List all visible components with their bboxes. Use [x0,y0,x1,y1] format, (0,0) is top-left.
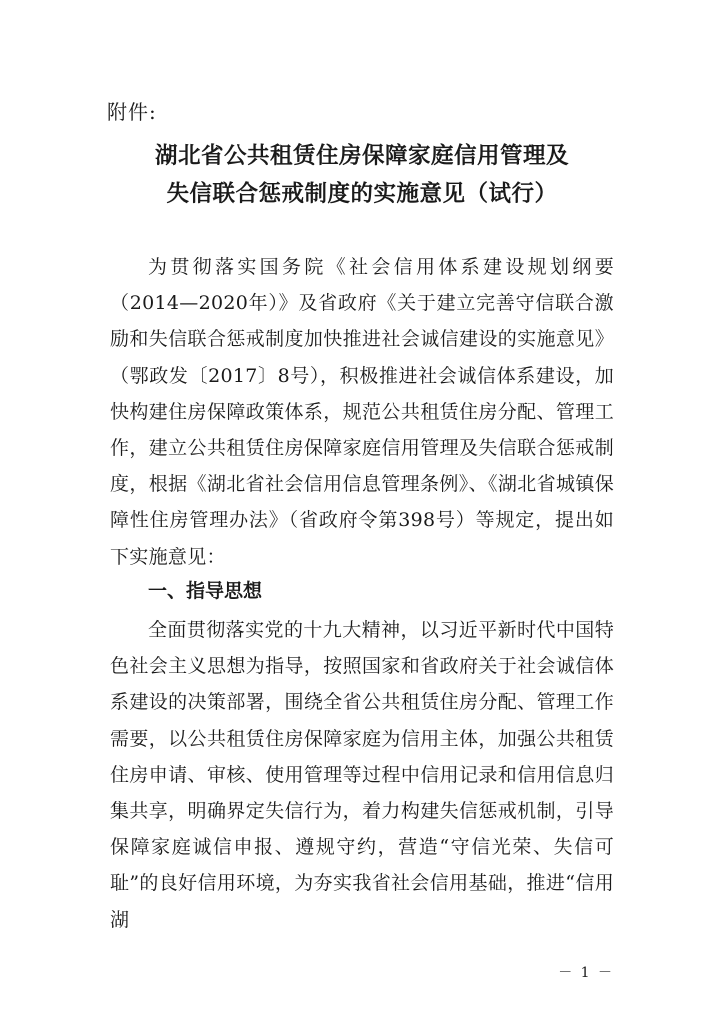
intro-paragraph: 为贯彻落实国务院《社会信用体系建设规划纲要（2014—2020年）》及省政府《关于建立完善守信联合激励和失信联合惩戒制度加快推进社会诚信建设的实施意见》（鄂政发〔2017〕8号），积极推进社会诚信体系建设，加快构建住房保障政策体系，规范公共租赁住房分配、管理工作，建立公共租赁住房保障家庭信用管理及失信联合惩戒制度，根据《湖北省社会信用信息管理条例》、《湖北省城镇保障性住房管理办法》（省政府令第398号）等规定，提出如下实施意见： [110,256,614,568]
document-title-line-2: 失信联合惩戒制度的实施意见（试行） [166,181,558,207]
document-title-line-1: 湖北省公共租赁住房保障家庭信用管理及 [154,143,569,169]
section-paragraph-guiding-ideology: 全面贯彻落实党的十九大精神，以习近平新时代中国特色社会主义思想为指导，按照国家和省政府关于社会诚信体系建设的决策部署，围绕全省公共租赁住房分配、管理工作需要，以公共租赁住房保障家庭为信用主体，加强公共租赁住房申请、审核、使用管理等过程中信用记录和信用信息归集共享，明确界定失信行为，着力构建失信惩戒机制，引导保障家庭诚信申报、遵规守约，营造“守信光荣、失信可耻”的良好信用环境，为夯实我省社会信用基础，推进“信用湖 [110,619,614,931]
attachment-label: 附件: [107,100,157,124]
page-number: － 1 － [558,965,614,981]
section-heading-guiding-ideology: 一、指导思想 [148,580,263,602]
